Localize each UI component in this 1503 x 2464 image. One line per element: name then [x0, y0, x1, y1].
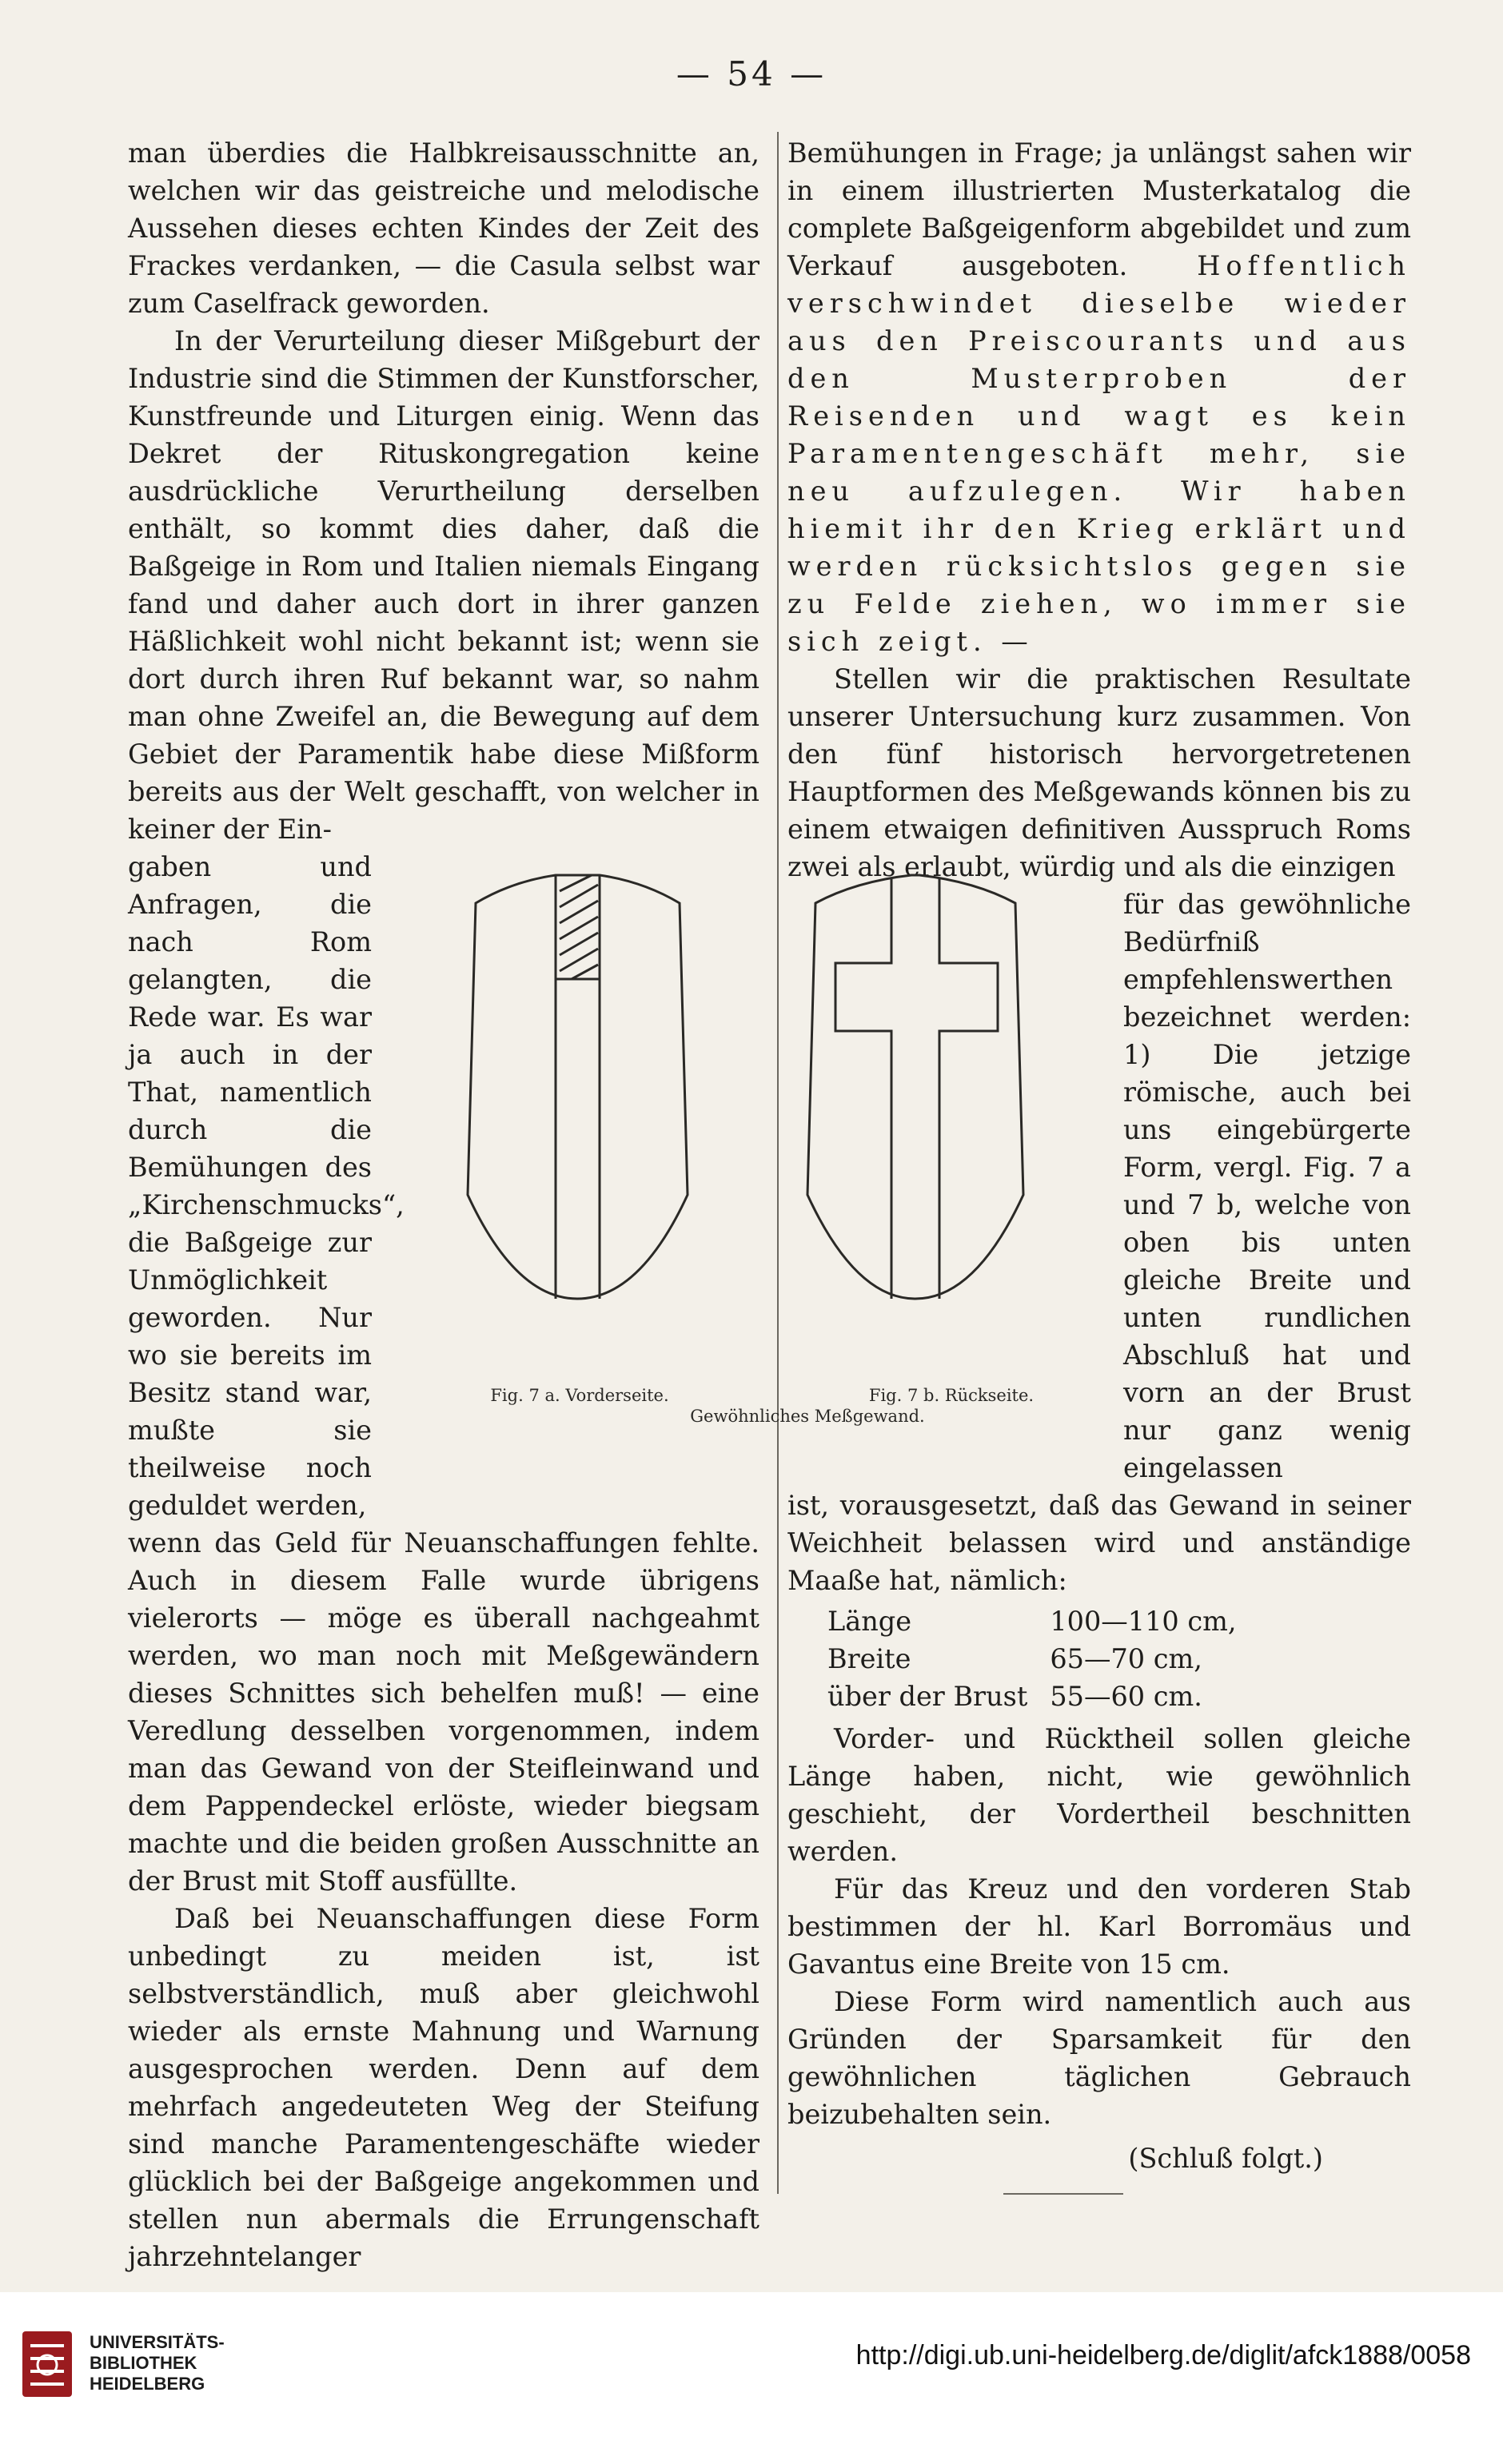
institution-line: HEIDELBERG	[90, 2374, 205, 2394]
paragraph: wenn das Geld für Neuanschaffungen fehlte. Auch in diesem Falle wurde übrigens vielerorts — möge es überall nachgeahmt werden, wo man noch mit Meßgewändern dieses Schnittes sich behelfen muß! — eine Veredlung desselben vorgenommen, indem man das Gewand von der Steifleinwand und dem Pappendeckel erlöste, wieder biegsam machte und die beiden großen Ausschnitte an der Brust mit Stoff ausfüllte.	[128, 1527, 759, 1897]
chasuble-figures	[400, 867, 1167, 1427]
paragraph-intro: Bemühungen in Frage; ja unlängst sahen wir in einem illustrierten Musterkatalog die complete Baßgeigenform abgebildet und zum Verkauf ausgeboten.	[787, 137, 1411, 281]
figure-caption-common: Gewöhnliches Meßgewand.	[690, 1407, 925, 1426]
paragraph-narrow: für das gewöhnliche Bedürfniß empfehlenswerthen bezeichnet werden: 1) Die jetzige römische, auch bei uns eingebürgerte Form, vergl. Fig. 7 a und 7 b, welche von oben bis unten gleiche Breite und unten rundlichen Abschluß hat und vorn an der Brust nur ganz wenig eingelassen	[1123, 889, 1411, 1483]
paragraph: Diese Form wird namentlich auch aus Gründen der Sparsamkeit für den gewöhnlichen täglichen Gebrauch beizubehalten sein.	[787, 1986, 1411, 2130]
conclusion-note: (Schluß folgt.)	[1128, 2143, 1323, 2174]
chasuble-illustration	[400, 867, 1167, 1427]
paragraph-narrow: gaben und Anfragen, die nach Rom gelangten, die Rede war. Es war ja auch in der That, namentlich durch die Bemühungen des „Kirchenschmucks“, die Baßgeige zur Unmöglichkeit geworden. Nur wo sie bereits im Besitz stand war, mußte sie theilweise noch geduldet werden,	[128, 851, 405, 1521]
paragraph: man überdies die Halbkreisausschnitte an, welchen wir das geistreiche und melodische Aussehen dieses echten Kindes der Zeit des Frackes verdanken, — die Casula selbst war zum Caselfrack geworden.	[128, 137, 759, 319]
measure-value: 65—70 cm,	[1050, 1643, 1202, 1674]
measure-value: 100—110 cm,	[1050, 1606, 1237, 1637]
end-rule	[1003, 2193, 1123, 2195]
paragraph: Vorder- und Rücktheil sollen gleiche Länge haben, nicht, wie gewöhnlich geschieht, der Vordertheil beschnitten werden.	[787, 1723, 1411, 1867]
institution-line: UNIVERSITÄTS-	[90, 2332, 225, 2352]
measure-value: 55—60 cm.	[1050, 1681, 1202, 1712]
table-row	[827, 1602, 1259, 1640]
paragraph	[787, 134, 1411, 660]
chasuble-back-figure	[807, 875, 1023, 1299]
paragraph: Daß bei Neuanschaffungen diese Form unbedingt zu meiden ist, ist selbstverständlich, muß aber gleichwohl wieder als ernste Mahnung und Warnung ausgesprochen werden. Denn auf dem mehrfach angedeuteten Weg der Steifung sind manche Paramentengeschäfte wieder glücklich bei der Baßgeige angekommen und stellen nun abermals die Errungenschaft jahrzehntelanger	[128, 1903, 759, 2272]
measure-label: über der Brust	[827, 1681, 1028, 1712]
page-number: — 54 —	[676, 54, 827, 94]
university-seal-icon	[19, 2328, 75, 2400]
table-row	[827, 1678, 1259, 1715]
measure-label: Breite	[827, 1643, 911, 1674]
table-row	[827, 1640, 1259, 1678]
institution-name	[90, 2332, 225, 2394]
measurement-table	[827, 1602, 1259, 1715]
chasuble-front-figure	[468, 875, 688, 1299]
paragraph: ist, vorausgesetzt, daß das Gewand in seiner Weichheit belassen wird und anständige Maaße hat, nämlich:	[787, 1490, 1411, 1596]
figure-caption-back: Fig. 7 b. Rückseite.	[868, 1386, 1035, 1405]
paragraph: In der Verurteilung dieser Mißgeburt der Industrie sind die Stimmen der Kunstforscher, Kunstfreunde und Liturgen einig. Wenn das Dekret der Rituskongregation keine ausdrückliche Verurtheilung derselben enthält, so kommt dies daher, daß die Baßgeige in Rom und Italien niemals Eingang fand und daher auch dort in ihrer ganzen Häßlichkeit wohl nicht bekannt ist; wenn sie dort durch ihren Ruf bekannt war, so nahm man ohne Zweifel an, die Bewegung auf dem Gebiet der Paramentik habe diese Mißform bereits aus der Welt geschafft, von welcher in keiner der Ein-	[128, 325, 759, 845]
paragraph: Für das Kreuz und den vorderen Stab bestimmen der hl. Karl Borromäus und Gavantus eine Breite von 15 cm.	[787, 1873, 1411, 1980]
institution-line: BIBLIOTHEK	[90, 2353, 197, 2373]
figure-caption-front: Fig. 7 a. Vorderseite.	[490, 1386, 669, 1405]
source-url-link[interactable]: http://digi.ub.uni-heidelberg.de/diglit/afck1888/0058	[855, 2340, 1471, 2370]
spaced-text: Hoffentlich verschwindet dieselbe wieder aus den Preiscourants und aus den Musterproben der Reisenden und wagt es kein Paramentengeschäft mehr, sie neu aufzulegen. Wir haben hiemit ihr den Krieg erklärt und werden rücksichtslos gegen sie zu Felde ziehen, wo immer sie sich zeigt. —	[787, 250, 1411, 657]
paragraph: Stellen wir die praktischen Resultate unserer Untersuchung kurz zusammen. Von den fünf historisch hervorgetretenen Hauptformen des Meßgewands können bis zu einem etwaigen definitiven Ausspruch Roms zwei als erlaubt, würdig und als die einzigen	[787, 663, 1411, 882]
measure-label: Länge	[827, 1606, 912, 1637]
footer-bar	[0, 2292, 1503, 2464]
